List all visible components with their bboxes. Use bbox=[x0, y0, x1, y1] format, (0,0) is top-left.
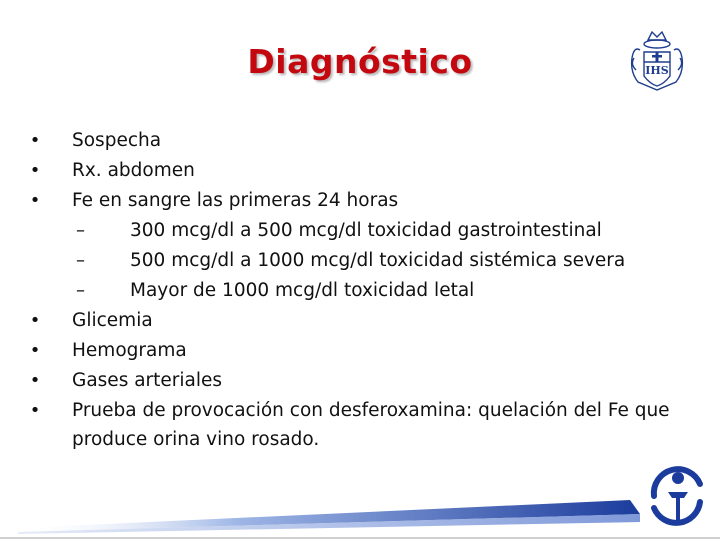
bullet-icon: • bbox=[29, 340, 41, 361]
bullet-text: Prueba de provocación con desferoxamina: quelación del Fe que produce orina vino rosado. bbox=[72, 400, 670, 450]
sub-bullet-text: 300 mcg/dl a 500 mcg/dl toxicidad gastrointestinal bbox=[130, 220, 602, 241]
bullet-text: Sospecha bbox=[72, 130, 162, 151]
bullet-text: Gases arteriales bbox=[72, 370, 223, 391]
bullet-text: Fe en sangre las primeras 24 horas bbox=[72, 190, 399, 211]
bullet-icon: • bbox=[29, 310, 41, 331]
sub-list-item bbox=[28, 276, 688, 306]
bullet-icon: • bbox=[29, 130, 41, 151]
list-item bbox=[28, 336, 688, 366]
sub-bullet-text: 500 mcg/dl a 1000 mcg/dl toxicidad sistémica severa bbox=[130, 250, 626, 271]
list-item bbox=[28, 396, 688, 454]
bullet-text: Hemograma bbox=[72, 340, 187, 361]
dash-icon: – bbox=[76, 220, 85, 241]
list-item bbox=[28, 306, 688, 336]
bullet-icon: • bbox=[29, 190, 41, 211]
bullet-list bbox=[28, 126, 688, 454]
dash-icon: – bbox=[76, 250, 85, 271]
sub-list-item bbox=[28, 216, 688, 246]
svg-text:IHS: IHS bbox=[645, 64, 669, 77]
university-crest-icon bbox=[628, 28, 686, 94]
institution-logo-icon bbox=[644, 458, 710, 528]
bullet-icon: • bbox=[29, 370, 41, 391]
list-item bbox=[28, 186, 688, 216]
dash-icon: – bbox=[76, 280, 85, 301]
sub-bullet-text: Mayor de 1000 mcg/dl toxicidad letal bbox=[130, 280, 475, 301]
bullet-text: Glicemia bbox=[72, 310, 153, 331]
list-item bbox=[28, 366, 688, 396]
bullet-icon: • bbox=[29, 400, 41, 421]
list-item bbox=[28, 156, 688, 186]
bullet-text: Rx. abdomen bbox=[72, 160, 195, 181]
slide-title: Diagnóstico bbox=[247, 42, 473, 81]
bullet-icon: • bbox=[29, 160, 41, 181]
sub-list-item bbox=[28, 246, 688, 276]
list-item bbox=[28, 126, 688, 156]
footer-swoosh bbox=[0, 470, 720, 540]
